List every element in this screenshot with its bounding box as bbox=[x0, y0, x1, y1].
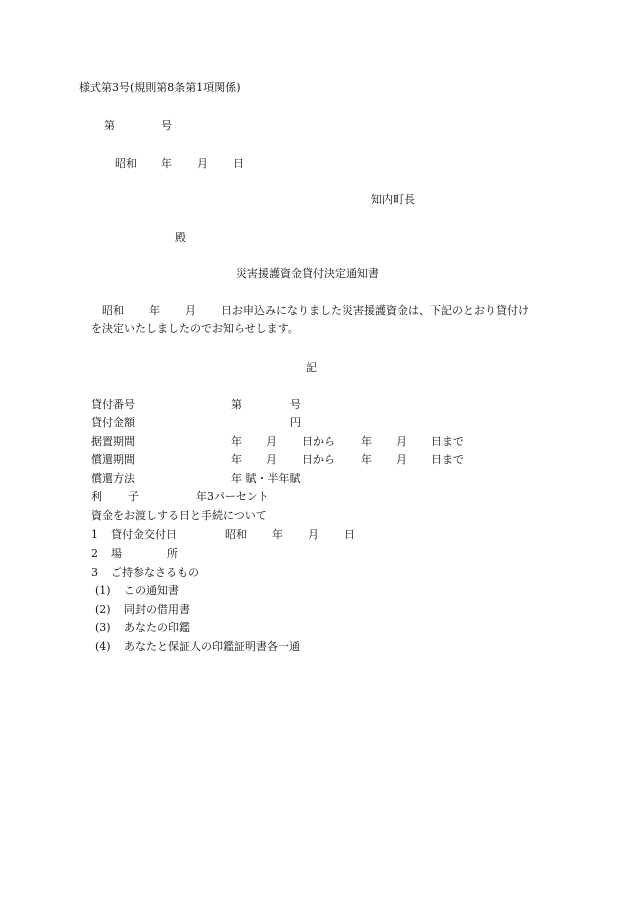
page-title: 災害援護資金貸付決定通知書 bbox=[236, 267, 379, 280]
procedure-item1-num: 1 bbox=[91, 528, 98, 541]
grace-from: 日から bbox=[302, 435, 335, 448]
sub-item-num: (2) bbox=[95, 603, 111, 616]
sub-item-num: (1) bbox=[95, 584, 111, 597]
procedure-item1-day: 日 bbox=[344, 528, 355, 541]
repay-y2: 年 bbox=[361, 453, 372, 466]
repay-y1: 年 bbox=[231, 453, 242, 466]
doc-number-prefix: 第 bbox=[104, 119, 115, 132]
body-year: 年 bbox=[149, 304, 160, 317]
sub-item-num: (3) bbox=[95, 621, 111, 634]
body-line1-rest: 日お申込みになりました災害援護資金は、下記のとおり貸付け bbox=[221, 304, 529, 317]
procedure-item2-label-b: 所 bbox=[167, 547, 178, 560]
loan-amount-unit: 円 bbox=[290, 416, 301, 429]
grace-y2: 年 bbox=[361, 435, 372, 448]
repay-m1: 月 bbox=[266, 453, 277, 466]
grace-m1: 月 bbox=[266, 435, 277, 448]
repayment-period-label: 償還期間 bbox=[91, 453, 135, 466]
date-month: 月 bbox=[197, 157, 208, 170]
procedure-item1-year: 年 bbox=[272, 528, 283, 541]
procedure-item2-label-a: 場 bbox=[111, 547, 122, 560]
doc-number-suffix: 号 bbox=[161, 119, 172, 132]
interest-label-b: 子 bbox=[128, 490, 139, 503]
repayment-method-value: 年 賦・半年賦 bbox=[231, 472, 301, 485]
repay-until: 日まで bbox=[431, 453, 464, 466]
sub-item-text: あなたの印鑑 bbox=[124, 621, 190, 634]
loan-number-suffix: 号 bbox=[290, 398, 301, 411]
date-era: 昭和 bbox=[115, 157, 137, 170]
loan-amount-label: 貸付金額 bbox=[91, 416, 135, 429]
interest-value: 年3パーセント bbox=[196, 490, 269, 503]
procedure-item1-label: 貸付金交付日 bbox=[111, 528, 177, 541]
grace-y1: 年 bbox=[231, 435, 242, 448]
procedure-item1-month: 月 bbox=[308, 528, 319, 541]
repay-from: 日から bbox=[302, 453, 335, 466]
sub-item-text: この通知書 bbox=[124, 584, 179, 597]
body-line2: を決定いたしましたのでお知らせします。 bbox=[91, 322, 299, 335]
body-era: 昭和 bbox=[102, 304, 124, 317]
body-month: 月 bbox=[185, 304, 196, 317]
procedure-item2-num: 2 bbox=[91, 547, 98, 560]
procedure-item3-label: ご持参なさるもの bbox=[111, 566, 199, 579]
date-day: 日 bbox=[233, 157, 244, 170]
date-year: 年 bbox=[161, 157, 172, 170]
procedure-item1-era: 昭和 bbox=[225, 528, 247, 541]
procedure-heading: 資金をお渡しする日と手続について bbox=[91, 509, 267, 522]
grace-until: 日まで bbox=[431, 435, 464, 448]
ki-heading: 記 bbox=[306, 361, 317, 374]
sub-item-num: (4) bbox=[95, 640, 111, 653]
loan-number-label: 貸付番号 bbox=[91, 398, 135, 411]
form-number: 様式第3号(規則第8条第1項関係) bbox=[79, 81, 241, 94]
repay-m2: 月 bbox=[396, 453, 407, 466]
interest-label-a: 利 bbox=[91, 490, 102, 503]
sub-item-text: 同封の借用書 bbox=[124, 603, 190, 616]
addressee-honorific: 殿 bbox=[175, 231, 186, 244]
repayment-method-label: 償還方法 bbox=[91, 472, 135, 485]
loan-number-prefix: 第 bbox=[231, 398, 242, 411]
procedure-item3-num: 3 bbox=[91, 566, 98, 579]
grace-m2: 月 bbox=[396, 435, 407, 448]
issuer: 知内町長 bbox=[371, 193, 415, 206]
grace-period-label: 据置期間 bbox=[91, 435, 135, 448]
sub-item-text: あなたと保証人の印鑑証明書各一通 bbox=[124, 640, 300, 653]
